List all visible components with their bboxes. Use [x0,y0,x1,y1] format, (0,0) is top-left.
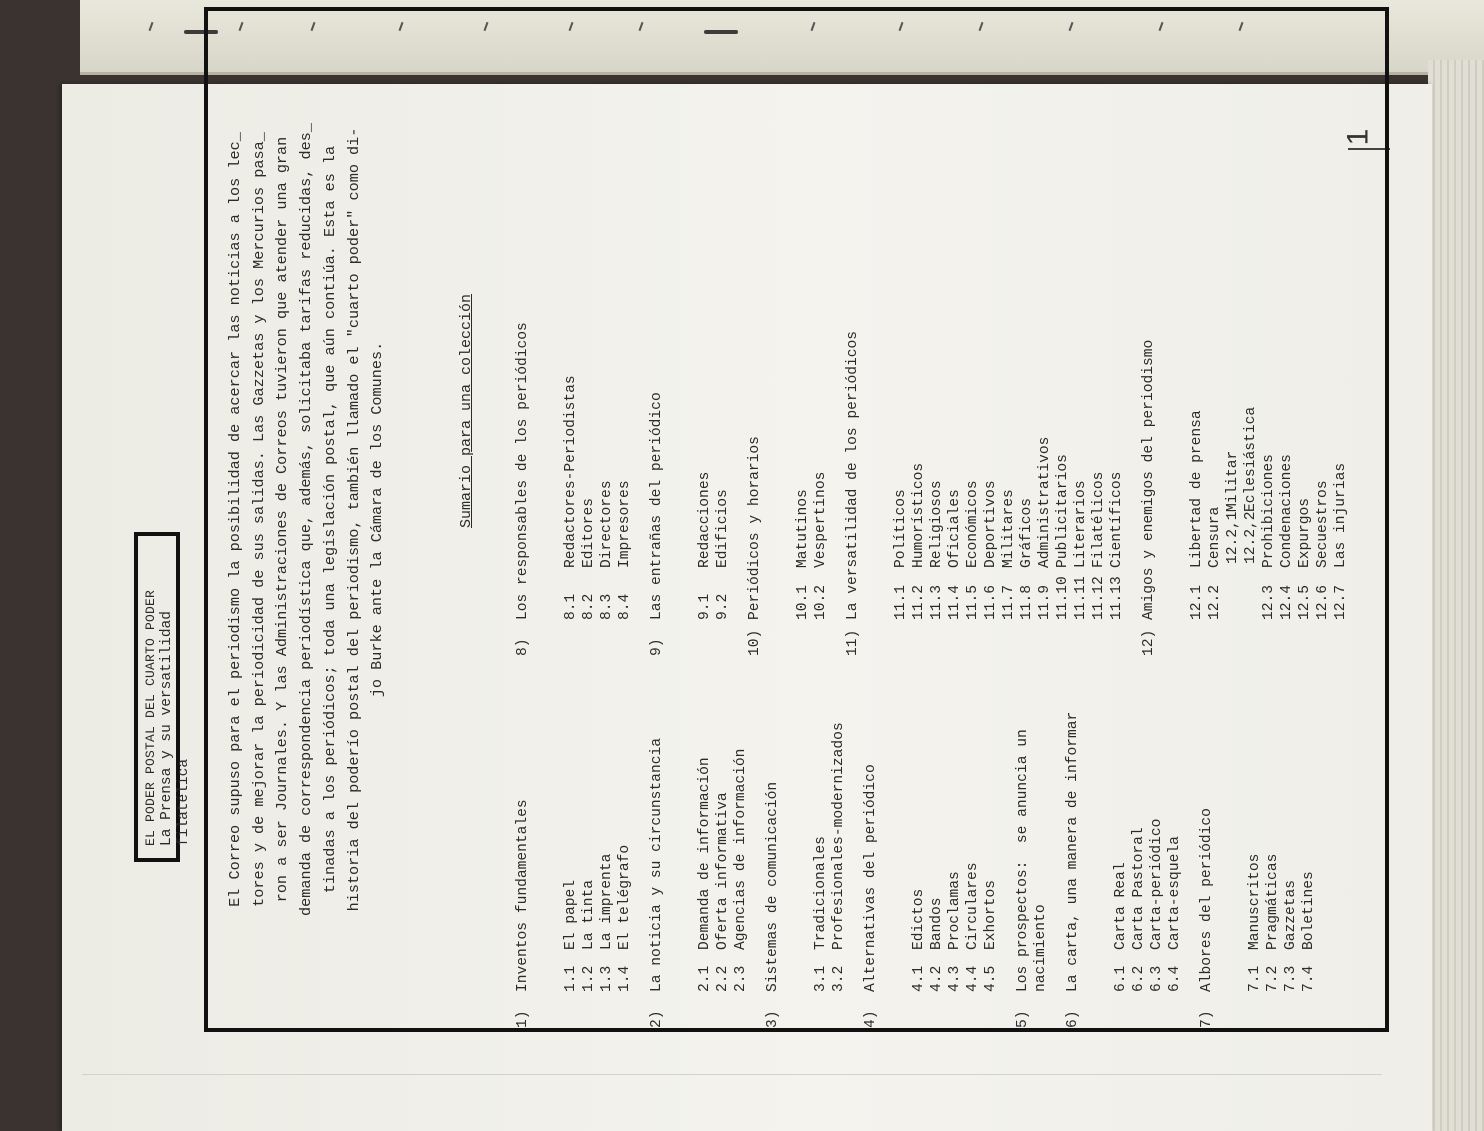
item-number: 2.2 [715,965,731,992]
section-title: La versatilidad de los periódicos [845,330,861,620]
summary-item [830,668,848,1028]
item-label: La tinta [581,879,597,950]
summary-item [580,668,598,1028]
item-label: Matutinos [795,489,811,568]
item-number: 11.10 [1055,576,1071,620]
section-heading [764,668,782,1028]
summary-item [1224,76,1242,656]
item-number: 12.2 [1207,584,1223,620]
section-title: Los prospectos: se anuncia un [1015,729,1031,992]
summary-item [616,76,634,656]
summary-item [580,76,598,656]
item-label: Carta Pastoral [1131,827,1147,950]
item-label: Demanda de información [697,757,713,950]
spacer [764,76,784,656]
section-number: 5) [1015,1010,1031,1028]
item-label: Tradicionales [813,836,829,950]
item-number: 11.4 [947,584,963,620]
item-number: 7.3 [1283,965,1299,992]
summary-section [746,76,830,656]
item-number: 8.4 [617,593,633,620]
section-number: 1) [515,1010,531,1028]
item-number: 11.13 [1109,576,1125,620]
summary-item [982,668,1000,1028]
summary-item [1054,76,1072,656]
intro-line: ron a ser Journales. Y las Administraciones de Correos tuvieron que atender una gran [273,136,292,903]
item-number: 10.2 [813,584,829,620]
item-label: Gazzetas [1283,879,1299,950]
item-number: 9.1 [697,593,713,620]
item-number: 11.6 [983,584,999,620]
section-number: 10) [747,629,763,656]
item-label: Edictos [911,888,927,950]
item-number: 12.6 [1315,584,1331,620]
item-label: El papel [563,879,579,950]
item-label: Carta-esquela [1167,836,1183,950]
item-label: El telégrafo [617,844,633,950]
summary-item [1282,668,1300,1028]
summary-item [928,76,946,656]
summary-item [1264,668,1282,1028]
item-number: 1.4 [617,965,633,992]
section-title: La noticia y su circunstancia [649,738,665,992]
item-label: Militares [1001,489,1017,568]
summary-item [696,76,714,656]
item-label: Exhortos [983,879,999,950]
section-title: Albores del periódico [1199,808,1215,992]
summary-section [514,76,634,656]
section-title: Periódicos y horarios [747,436,763,620]
item-label: Redactores-Periodistas [563,375,579,568]
section-title: Las entrañas del periódico [649,392,665,620]
summary-section [514,668,634,1028]
spacer [862,76,882,656]
section-heading [514,76,532,656]
item-label: Profesionales-modernizados [831,722,847,950]
section-title: nacimiento [1033,904,1049,992]
summary-section [648,76,732,656]
summary-item [1000,76,1018,656]
item-label: Edificios [715,489,731,568]
item-number: 7.1 [1247,965,1263,992]
item-number: 4.5 [983,965,999,992]
item-number: 4.2 [929,965,945,992]
item-label: Literarios [1073,480,1089,568]
item-label: Manuscritos [1247,853,1263,950]
summary-item [1260,76,1278,656]
spacer [1216,668,1236,1028]
item-label: Las injurias [1333,462,1349,568]
intro-line: historia del poderío postal del periodismo, también llamado el "cuarto poder" como di- [344,127,363,912]
item-number: 3.2 [831,965,847,992]
summary-item [616,668,634,1028]
summary-column-left [514,668,1332,1028]
item-number: 1.3 [599,965,615,992]
summary-item [1148,668,1166,1028]
intro-line: tinadas a los periódicos; toda una legislación postal, que aún contiúa. Esta es la [320,145,339,894]
summary-section [844,76,1126,656]
title-main: EL PODER POSTAL DEL CUARTO PODER [143,589,158,846]
item-label: Condenaciones [1279,454,1295,568]
item-label: Bandos [929,897,945,950]
summary-item [1278,76,1296,656]
rotated-document-content [134,12,1384,1042]
item-number: 12.1 [1189,584,1205,620]
item-label: Deportivos [983,480,999,568]
summary-item [1314,76,1332,656]
summary-item [1090,76,1108,656]
intro-line: El Correo supuso para el periodismo la posibilidad de acercar las noticias a los lec_ [226,132,244,907]
summary-item [812,76,830,656]
summary-item [982,76,1000,656]
sumario-heading: Sumario para una colección [458,293,475,528]
section-title: Amigos y enemigos del periodismo [1141,339,1157,620]
summary-item [812,668,830,1028]
summary-item [1166,668,1184,1028]
item-number: 3.1 [813,965,829,992]
item-label: Expurgos [1297,497,1313,568]
title-subtitle: La Prensa y su versatilidad filatélica [159,611,192,846]
item-number: 12.7 [1333,584,1349,620]
summary-section [764,668,848,1028]
spacer [666,668,686,1028]
item-label: Gráficos [1019,497,1035,568]
item-label: Directores [599,480,615,568]
item-label: Libertad de prensa [1189,410,1205,568]
spacer [666,76,686,656]
summary-item [946,668,964,1028]
section-number: 4) [863,1010,879,1028]
stacked-page-edges [1428,60,1484,1131]
summary-item [928,668,946,1028]
section-heading [844,76,862,656]
summary-item [562,76,580,656]
section-heading [746,76,764,656]
item-number: 11.12 [1091,576,1107,620]
section-heading [514,668,532,1028]
summary-item [946,76,964,656]
summary-item [1072,76,1090,656]
item-number: 11.3 [929,584,945,620]
title-box [134,532,192,862]
summary-section [862,668,1000,1028]
item-number: 11.1 [893,584,909,620]
item-number: 12.4 [1279,584,1295,620]
item-number: 12.3 [1261,584,1277,620]
summary-column-right [514,76,1364,656]
item-number: 4.4 [965,965,981,992]
summary-item [1112,668,1130,1028]
section-number: 2) [649,1010,665,1028]
item-number: 6.1 [1113,965,1129,992]
section-number: 3) [765,1010,781,1028]
summary-section [1064,668,1184,1028]
item-number: 12.5 [1297,584,1313,620]
section-heading [862,668,880,1028]
summary-section [1140,76,1350,656]
item-label: Circulares [965,862,981,950]
item-label: Editores [581,497,597,568]
item-number: 1.2 [581,965,597,992]
summary-item [1130,668,1148,1028]
summary-item [1246,668,1264,1028]
summary-item [714,76,732,656]
item-label: Eclesiástica [1243,406,1259,512]
item-number: 7.2 [1265,965,1281,992]
intro-line: demanda de correspondencia periodística que, además, solicitaba tarifas reducidas, des_ [297,123,316,916]
summary-item [892,76,910,656]
item-label: Carta Real [1113,862,1129,950]
section-heading [648,76,666,656]
section-title: Alternativas del periódico [863,764,879,992]
summary-section [648,668,750,1028]
summary-section [1014,668,1050,1028]
item-label: Económicos [965,480,981,568]
item-label: Redacciones [697,471,713,568]
section-number: 11) [845,629,861,656]
item-label: Censura [1207,506,1223,568]
item-label: Secuestros [1315,480,1331,568]
spacer [782,668,802,1028]
item-number: 12.2,1 [1225,511,1241,564]
summary-item [910,668,928,1028]
summary-item [1296,76,1314,656]
summary-section [1198,668,1318,1028]
item-label: Carta-periódico [1149,818,1165,950]
summary-item [696,668,714,1028]
spacer [532,668,552,1028]
item-label: Filatélicos [1091,471,1107,568]
section-title: Los responsables de los periódicos [515,322,531,620]
section-number: 9) [649,638,665,656]
item-label: Militar [1225,450,1241,512]
summary-item [964,668,982,1028]
item-label: Humorísticos [911,462,927,568]
item-number: 1.1 [563,965,579,992]
page-number: 1 [1341,128,1375,146]
item-label: Administrativos [1037,436,1053,568]
section-number: 7) [1199,1010,1215,1028]
section-heading [1064,668,1082,1028]
summary-item [1206,76,1224,656]
summary-item [964,76,982,656]
summary-item [598,76,616,656]
intro-line: jo Burke ante la Cámara de los Comunes. [368,341,387,698]
summary-item [1300,668,1318,1028]
section-heading [1140,76,1158,656]
section-number: 8) [515,638,531,656]
intro-line: tores y de mejorar la periodicidad de sus salidas. Las Gazzetas y los Mercurios pasa_ [249,132,268,907]
item-label: Oficiales [947,489,963,568]
item-label: Pragmáticas [1265,853,1281,950]
summary-item [794,76,812,656]
section-title: La carta, una manera de informar [1065,711,1081,992]
item-label: Religiosos [929,480,945,568]
bottom-margin-line [82,1074,1382,1115]
summary-item [1332,76,1350,656]
item-number: 8.2 [581,593,597,620]
section-number: 12) [1141,629,1157,656]
item-number: 2.3 [733,965,749,992]
summary-item [714,668,732,1028]
content-frame [204,7,1389,1032]
item-number: 10.1 [795,584,811,620]
summary-item [1108,76,1126,656]
item-number: 4.1 [911,965,927,992]
section-heading-continued [1032,668,1050,1028]
item-label: Publicitarios [1055,454,1071,568]
item-label: Vespertinos [813,471,829,568]
summary-item [1018,76,1036,656]
summary-item [910,76,928,656]
item-number: 6.2 [1131,965,1147,992]
item-number: 11.11 [1073,576,1089,620]
item-number: 8.3 [599,593,615,620]
item-number: 6.3 [1149,965,1165,992]
item-label: Agencias de información [733,748,749,950]
intro-paragraph [224,33,390,1006]
item-label: Políticos [893,489,909,568]
item-number: 8.1 [563,593,579,620]
item-label: Proclamas [947,871,963,950]
section-title: Sistemas de comunicación [765,781,781,992]
item-label: Científicos [1109,471,1125,568]
item-number: 11.8 [1019,584,1035,620]
section-heading [1014,668,1032,1028]
spacer [1158,76,1178,656]
item-number: 9.2 [715,593,731,620]
summary-item [598,668,616,1028]
section-heading [1198,668,1216,1028]
item-number: 4.3 [947,965,963,992]
item-number: 6.4 [1167,965,1183,992]
item-number: 11.9 [1037,584,1053,620]
item-number: 2.1 [697,965,713,992]
summary-item [1188,76,1206,656]
item-number: 11.2 [911,584,927,620]
item-number: 12.2,2 [1243,511,1259,564]
item-label: Impresores [617,480,633,568]
spacer [880,668,900,1028]
summary-item [1242,76,1260,656]
section-title: Inventos fundamentales [515,799,531,992]
item-number: 7.4 [1301,965,1317,992]
spacer [1082,668,1102,1028]
item-label: Oferta informativa [715,792,731,950]
item-label: Prohibiciones [1261,454,1277,568]
item-number: 11.5 [965,584,981,620]
section-number: 6) [1065,1010,1081,1028]
summary-item [562,668,580,1028]
summary-item [732,668,750,1028]
spacer [532,76,552,656]
item-number: 11.7 [1001,584,1017,620]
section-heading [648,668,666,1028]
item-label: Boletines [1301,871,1317,950]
summary-item [1036,76,1054,656]
item-label: La imprenta [599,853,615,950]
